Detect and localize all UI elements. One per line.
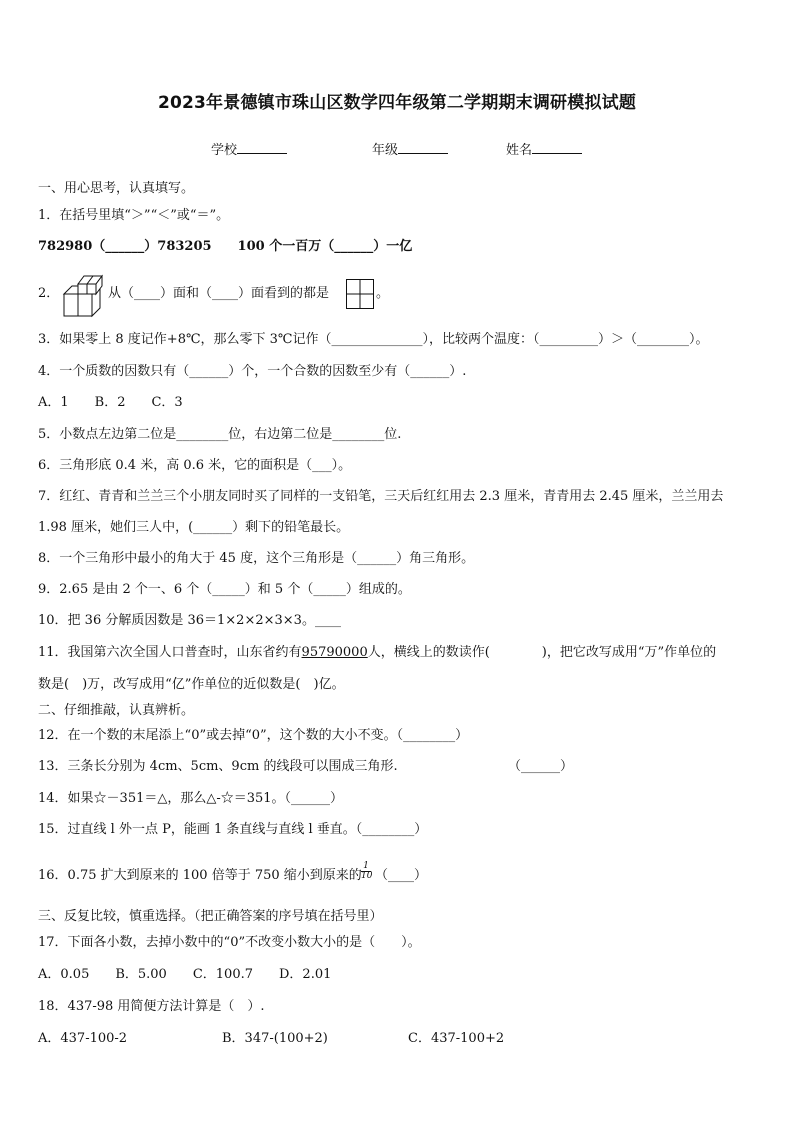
question-13: 13．三条长分别为 4cm、5cm、9cm 的线段可以围成三角形. bbox=[38, 759, 398, 774]
question-1: 1．在括号里填“＞”“＜”或“＝”。 bbox=[38, 208, 230, 223]
question-1-line: 782980（______）783205 100 个一百万（______）一亿 bbox=[38, 239, 413, 254]
question-3: 3．如果零上 8 度记作+8℃，那么零下 3℃记作（______________），比较两个温度：（_________）＞（________）。 bbox=[38, 332, 709, 347]
section-2-heading: 二、仔细推敲，认真辨析。 bbox=[38, 703, 195, 718]
question-2-end: 。 bbox=[376, 286, 390, 301]
question-7-cont: 1.98 厘米，她们三人中，(______）剩下的铅笔最长。 bbox=[38, 520, 350, 535]
question-6: 6．三角形底 0.4 米，高 0.6 米，它的面积是（___）。 bbox=[38, 458, 352, 473]
grade-field bbox=[372, 139, 448, 158]
fraction-numerator: 1 bbox=[361, 862, 371, 872]
question-5: 5．小数点左边第二位是________位，右边第二位是________位. bbox=[38, 427, 402, 442]
school-field bbox=[211, 139, 287, 158]
question-17: 17．下面各小数，去掉小数中的“0”不改变小数大小的是（ ）。 bbox=[38, 935, 421, 950]
question-18-option-b: B．347-(100+2) bbox=[222, 1031, 328, 1046]
fraction-one-tenth bbox=[361, 862, 371, 881]
grade-label: 年级 bbox=[372, 143, 399, 158]
question-2: 从（____）面和（____）面看到的都是 bbox=[108, 286, 330, 301]
question-10: 10．把 36 分解质因数是 36＝1×2×2×3×3。____ bbox=[38, 613, 341, 628]
question-11-before: 11．我国第六次全国人口普查时，山东省约有 bbox=[38, 645, 302, 660]
name-blank[interactable] bbox=[532, 140, 582, 154]
question-9: 9．2.65 是由 2 个一、6 个（_____）和 5 个（_____）组成的。 bbox=[38, 582, 411, 597]
question-16-blank[interactable]: （____） bbox=[375, 868, 428, 883]
question-17-options: A．0.05 B．5.00 C．100.7 D．2.01 bbox=[38, 967, 332, 982]
school-blank[interactable] bbox=[237, 140, 287, 154]
question-11 bbox=[38, 644, 716, 662]
question-7: 7．红红、青青和兰兰三个小朋友同时买了同样的一支铅笔，三天后红红用去 2.3 厘米，青青用去 2.45 厘米，兰兰用去 bbox=[38, 489, 724, 504]
school-label: 学校 bbox=[211, 143, 238, 158]
section-1-heading: 一、用心思考，认真填写。 bbox=[38, 181, 195, 196]
question-18-option-c: C．437-100+2 bbox=[408, 1031, 505, 1046]
fraction-denominator: 10 bbox=[361, 871, 373, 881]
question-12: 12．在一个数的末尾添上“0”或去掉“0”，这个数的大小不变。（________） bbox=[38, 728, 469, 743]
question-4-options: A．1 B．2 C．3 bbox=[38, 395, 183, 410]
question-18-option-a: A．437-100-2 bbox=[38, 1031, 128, 1046]
question-11-cont: 数是( )万，改写成用“亿”作单位的近似数是( )亿。 bbox=[38, 677, 345, 692]
question-2-number: 2． bbox=[38, 286, 60, 301]
name-field bbox=[506, 139, 582, 158]
question-15: 15．过直线 l 外一点 P，能画 1 条直线与直线 l 垂直。（________） bbox=[38, 822, 428, 837]
question-8: 8．一个三角形中最小的角大于 45 度，这个三角形是（______）角三角形。 bbox=[38, 551, 475, 566]
question-16: 16．0.75 扩大到原来的 100 倍等于 750 缩小到原来的 bbox=[38, 868, 362, 883]
page-title: 2023年景德镇市珠山区数学四年级第二学期期末调研模拟试题 bbox=[157, 93, 637, 113]
section-3-heading: 三、反复比较，慎重选择。（把正确答案的序号填在括号里） bbox=[38, 909, 383, 924]
question-4: 4．一个质数的因数只有（______）个，一个合数的因数至少有（______）. bbox=[38, 364, 467, 379]
question-13-blank[interactable]: （______） bbox=[508, 759, 574, 774]
question-14: 14．如果☆－351＝△，那么△-☆＝351。（______） bbox=[38, 791, 344, 806]
grade-blank[interactable] bbox=[398, 140, 448, 154]
cube-stack-figure bbox=[60, 272, 106, 318]
square-view-figure bbox=[346, 279, 374, 309]
name-label: 姓名 bbox=[506, 143, 533, 158]
question-11-after: 人，横线上的数读作( )，把它改写成用“万”作单位的 bbox=[367, 645, 717, 660]
question-18: 18．437-98 用简便方法计算是（ ）. bbox=[38, 999, 265, 1014]
population-number: 95790000 bbox=[301, 645, 368, 660]
